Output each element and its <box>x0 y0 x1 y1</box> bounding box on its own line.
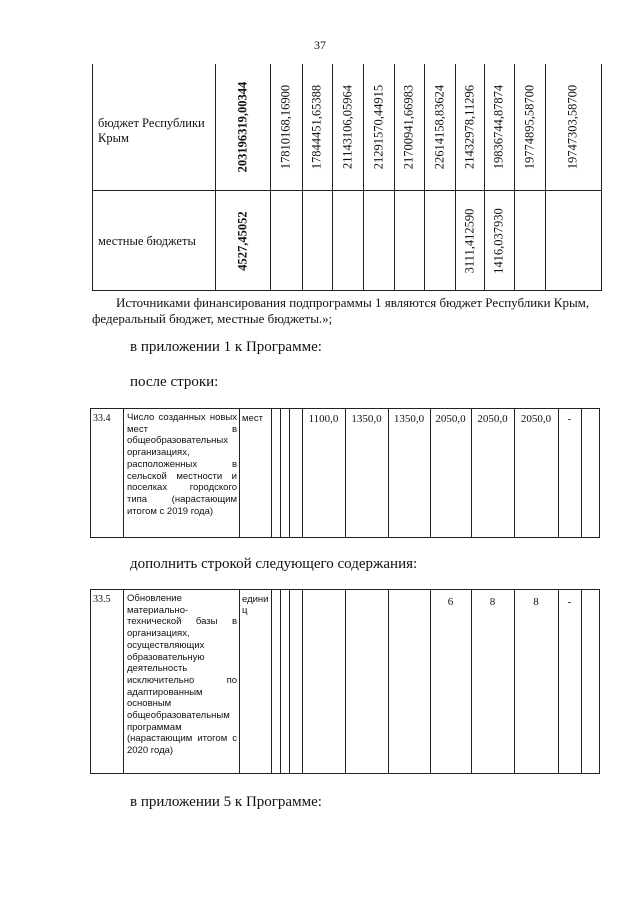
column-divider <box>581 590 582 773</box>
row-value: - <box>567 413 572 425</box>
indicator-table-33-4 <box>90 408 600 538</box>
column-divider <box>394 64 395 290</box>
column-divider <box>345 409 346 537</box>
column-divider <box>581 409 582 537</box>
column-divider <box>363 64 364 290</box>
row-value: 1350,0 <box>393 413 425 425</box>
row-value: 8 <box>489 596 496 608</box>
row-value: 2050,0 <box>435 413 466 425</box>
row-value: 1350,0 <box>351 413 382 425</box>
column-divider <box>332 64 333 290</box>
column-divider <box>289 409 290 537</box>
column-divider <box>388 409 389 537</box>
row-value: - <box>567 596 572 608</box>
budget-row-value: 21143106,05964 <box>340 85 355 169</box>
column-divider <box>215 64 216 290</box>
paragraph-line: Источниками финансирования подпрограммы 1 являются бюджет Республики Крым, <box>116 295 590 310</box>
column-divider <box>239 590 240 773</box>
column-divider <box>430 590 431 773</box>
budget-row-total: 4527,45052 <box>235 211 250 271</box>
column-divider <box>514 409 515 537</box>
row-value: 1100,0 <box>308 413 339 425</box>
column-divider <box>484 64 485 290</box>
row-description: Число созданных новых мест в общеобразовательных организациях, расположенных в сельской местности и поселках городского типа (нарастающим итогом с 2019 года) <box>127 412 237 517</box>
column-divider <box>302 590 303 773</box>
column-divider <box>289 590 290 773</box>
budget-row-value: 21432978,11296 <box>462 85 477 169</box>
row-divider <box>93 190 601 191</box>
column-divider <box>471 590 472 773</box>
row-value: 8 <box>533 596 539 608</box>
row-value: 2050,0 <box>520 413 552 425</box>
budget-row-value: 22614158,83624 <box>432 84 447 170</box>
indicator-table-33-5 <box>90 589 600 774</box>
column-divider <box>388 590 389 773</box>
column-divider <box>123 590 124 773</box>
budget-table <box>92 64 602 291</box>
instruction-after-row: после строки: <box>130 374 219 390</box>
row-description: Обновление материально-технической базы в организациях, осуществляющих образовательную деятельность исключительно по адаптированным основным общеобразовательным программам (нарастающим итогом с 2020 года) <box>127 593 237 757</box>
column-divider <box>558 590 559 773</box>
column-divider <box>424 64 425 290</box>
instruction-appendix-5: в приложении 5 к Программе: <box>130 794 322 810</box>
budget-row-label: местные бюджеты <box>98 234 196 248</box>
column-divider <box>302 64 303 290</box>
column-divider <box>455 64 456 290</box>
column-divider <box>558 409 559 537</box>
column-divider <box>430 409 431 537</box>
column-divider <box>302 409 303 537</box>
row-unit: мест <box>242 413 263 424</box>
column-divider <box>280 590 281 773</box>
column-divider <box>271 590 272 773</box>
budget-row-value: 17810168,16900 <box>278 84 293 170</box>
budget-row-value: 19747303,58700 <box>565 84 580 170</box>
budget-row-value: 1416,037930 <box>491 208 506 274</box>
column-divider <box>280 409 281 537</box>
budget-row-value: 19774895,58700 <box>522 84 537 170</box>
row-unit: едини ц <box>242 594 269 616</box>
column-divider <box>545 64 546 290</box>
budget-row-value: 21700941,66983 <box>401 84 416 170</box>
column-divider <box>345 590 346 773</box>
budget-row-value: 21291570,44915 <box>371 84 386 170</box>
instruction-appendix-1: в приложении 1 к Программе: <box>130 339 322 355</box>
budget-row-value: 17844451,65388 <box>309 84 324 170</box>
budget-row-label: бюджет Республики Крым <box>98 116 205 145</box>
row-value: 2050,0 <box>477 413 508 425</box>
column-divider <box>514 64 515 290</box>
column-divider <box>270 64 271 290</box>
page-number: 37 <box>314 38 326 52</box>
column-divider <box>471 409 472 537</box>
column-divider <box>123 409 124 537</box>
paragraph-line: федеральный бюджет, местные бюджеты.»; <box>92 311 333 326</box>
budget-row-value: 3111,412590 <box>462 208 477 274</box>
column-divider <box>271 409 272 537</box>
row-number: 33.4 <box>93 413 111 424</box>
row-value: 6 <box>447 596 454 608</box>
column-divider <box>239 409 240 537</box>
column-divider <box>514 590 515 773</box>
budget-row-total: 203196319,00344 <box>235 81 250 173</box>
row-number: 33.5 <box>93 594 111 605</box>
budget-row-value: 19836744,87874 <box>491 84 506 170</box>
instruction-add-row: дополнить строкой следующего содержания: <box>130 556 418 572</box>
